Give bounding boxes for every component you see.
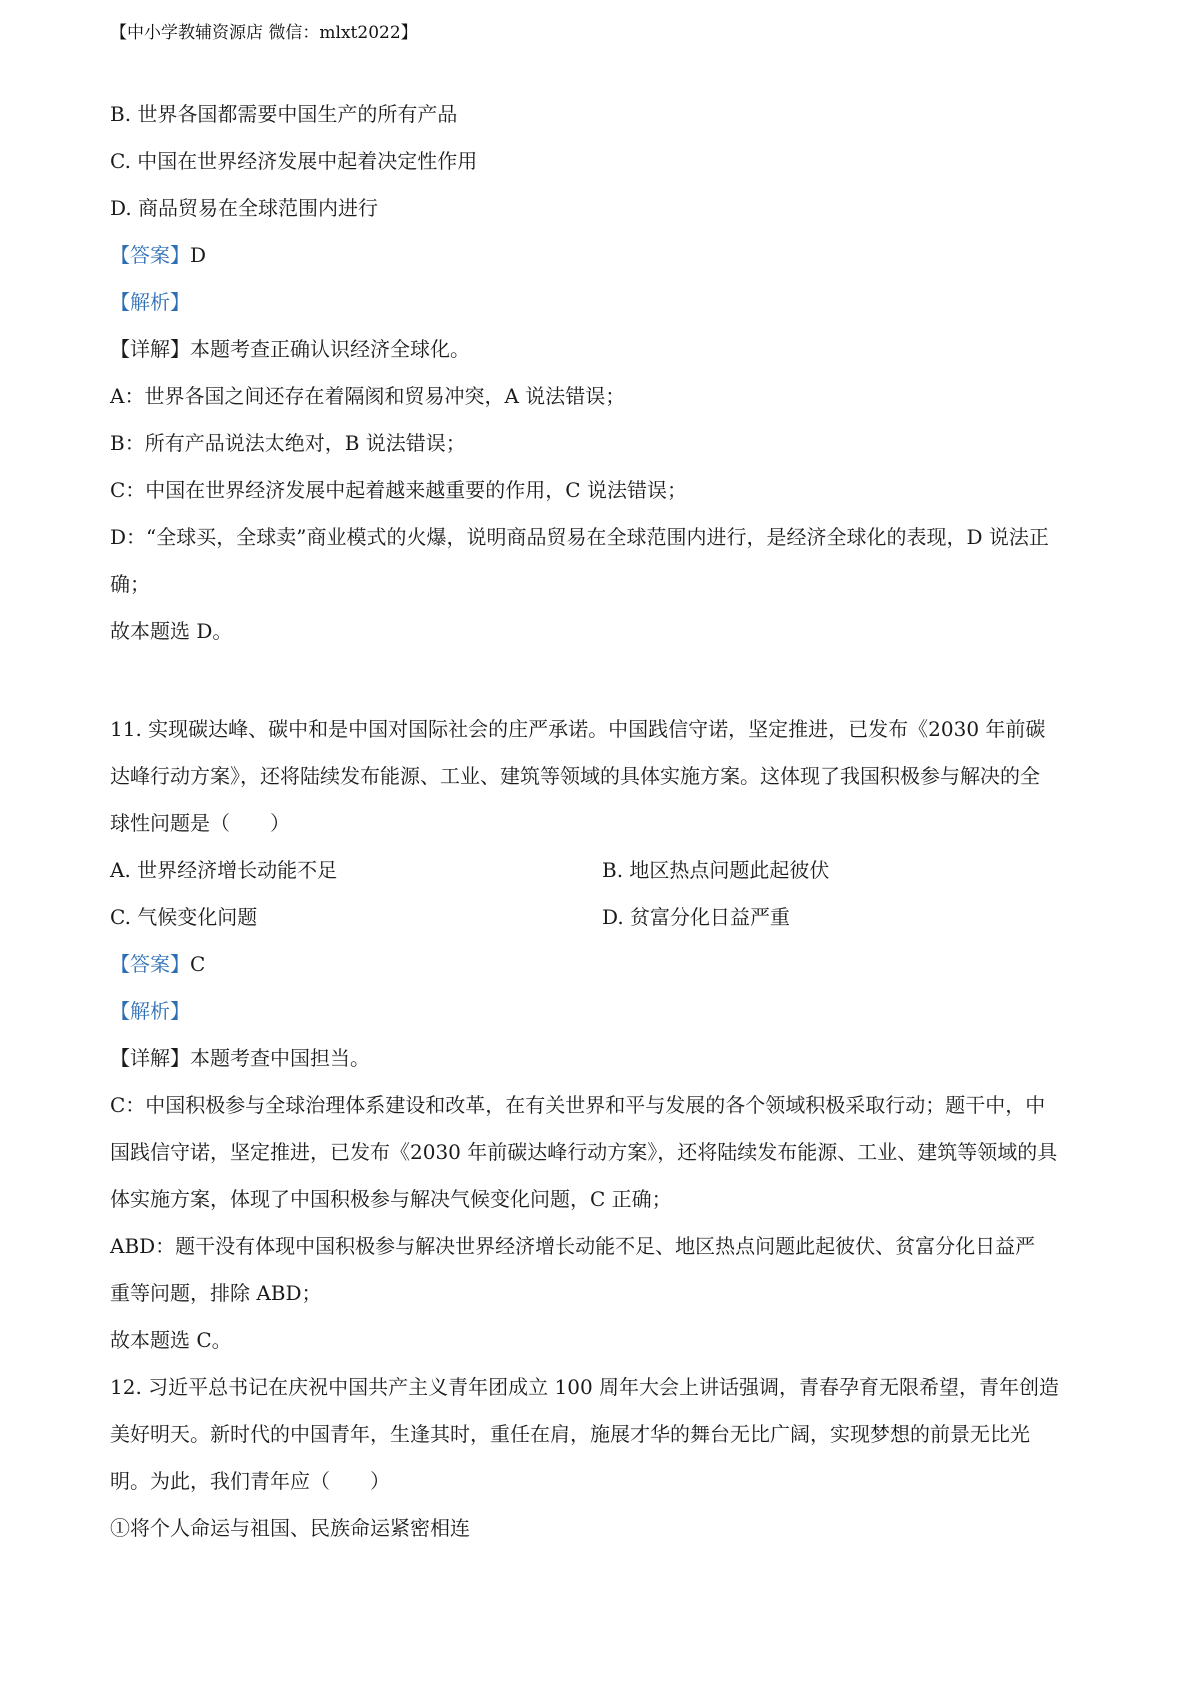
q10-analysis-label: 【解析】 — [110, 290, 190, 314]
q12-item-1: ①将个人命运与祖国、民族命运紧密相连 — [110, 1516, 470, 1540]
q11-answer-value: C — [190, 952, 206, 976]
q11-detail-line: 故本题选 C。 — [110, 1328, 232, 1352]
q10-detail-line: B：所有产品说法太绝对，B 说法错误； — [110, 431, 466, 455]
q11-detail-line: C：中国积极参与全球治理体系建设和改革，在有关世界和平与发展的各个领域积极采取行动；题干中，中 — [110, 1093, 1046, 1117]
q10-detail-line: 【详解】本题考查正确认识经济全球化。 — [110, 337, 470, 361]
q11-stem-line: 11. 实现碳达峰、碳中和是中国对国际社会的庄严承诺。中国践信守诺，坚定推进，已发布《2030 年前碳 — [110, 717, 1046, 741]
q11-answer-label: 【答案】 — [110, 952, 190, 976]
q10-answer-label: 【答案】 — [110, 243, 190, 267]
q12-stem-line: 明。为此，我们青年应（ ） — [110, 1469, 390, 1493]
q10-answer-value: D — [190, 243, 207, 267]
q11-analysis-label: 【解析】 — [110, 999, 190, 1023]
q10-detail-line: C：中国在世界经济发展中起着越来越重要的作用，C 说法错误； — [110, 478, 687, 502]
q12-stem-line: 12. 习近平总书记在庆祝中国共产主义青年团成立 100 周年大会上讲话强调，青春孕育无限希望，青年创造 — [110, 1375, 1060, 1399]
q10-answer — [110, 241, 206, 269]
q11-answer — [110, 950, 205, 978]
q12-stem-line: 美好明天。新时代的中国青年，生逢其时，重任在肩，施展才华的舞台无比广阔，实现梦想的前景无比光 — [110, 1422, 1030, 1446]
q11-detail-line: ABD：题干没有体现中国积极参与解决世界经济增长动能不足、地区热点问题此起彼伏、贫富分化日益严 — [110, 1234, 1036, 1258]
q10-detail-line: 确； — [110, 572, 150, 596]
q11-stem-line: 达峰行动方案》，还将陆续发布能源、工业、建筑等领域的具体实施方案。这体现了我国积极参与解决的全 — [110, 764, 1040, 788]
q11-option-b: B. 地区热点问题此起彼伏 — [602, 858, 830, 882]
q11-detail-line: 体实施方案，体现了中国积极参与解决气候变化问题，C 正确； — [110, 1187, 672, 1211]
q10-option-c: C. 中国在世界经济发展中起着决定性作用 — [110, 149, 478, 173]
q11-detail-line: 国践信守诺，坚定推进，已发布《2030 年前碳达峰行动方案》，还将陆续发布能源、工业、建筑等领域的具 — [110, 1140, 1058, 1164]
q11-stem-line: 球性问题是（ ） — [110, 811, 290, 835]
q10-detail-line: 故本题选 D。 — [110, 619, 233, 643]
q11-option-c: C. 气候变化问题 — [110, 905, 258, 929]
q11-option-d: D. 贫富分化日益严重 — [602, 905, 791, 929]
q10-option-d: D. 商品贸易在全球范围内进行 — [110, 196, 379, 220]
q10-detail-line: D：“全球买，全球卖”商业模式的火爆，说明商品贸易在全球范围内进行，是经济全球化的表现，D 说法正 — [110, 525, 1049, 549]
header-watermark: 【中小学教辅资源店 微信：mlxt2022】 — [110, 23, 418, 43]
q11-detail-line: 【详解】本题考查中国担当。 — [110, 1046, 370, 1070]
q10-detail-line: A：世界各国之间还存在着隔阂和贸易冲突，A 说法错误； — [110, 384, 626, 408]
q10-option-b: B. 世界各国都需要中国生产的所有产品 — [110, 102, 458, 126]
q11-detail-line: 重等问题，排除 ABD； — [110, 1281, 322, 1305]
q11-option-a: A. 世界经济增长动能不足 — [110, 858, 338, 882]
